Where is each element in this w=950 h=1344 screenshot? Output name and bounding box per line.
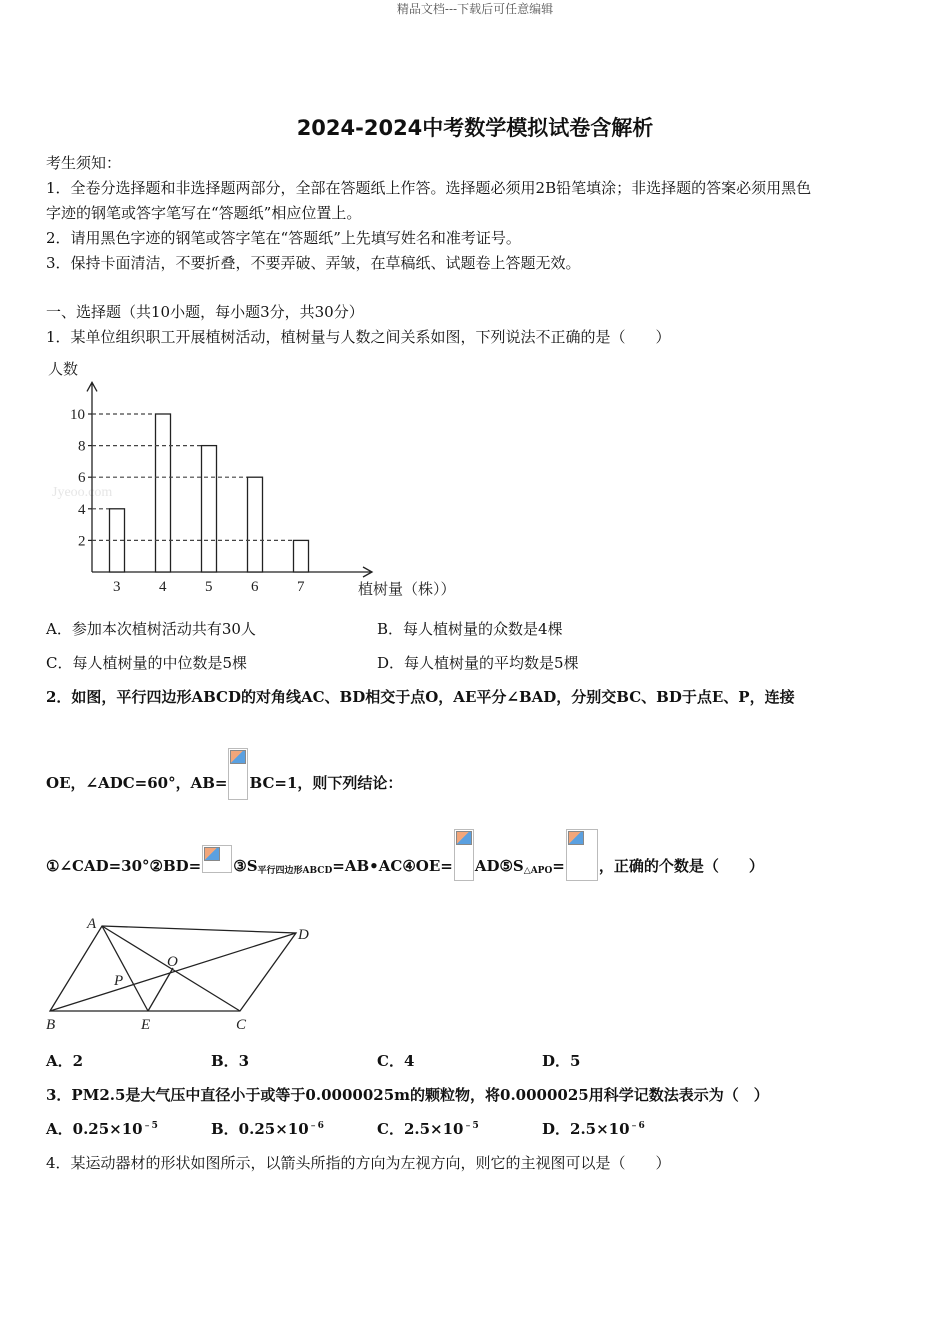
page-title: 2024-2024中考数学模拟试卷含解析 bbox=[296, 116, 654, 140]
label-b: B bbox=[46, 1017, 56, 1033]
label-d: D bbox=[298, 927, 309, 943]
q1-stem: 1．某单位组织职工开展植树活动，植树量与人数之间关系如图，下列说法不正确的是（ ） bbox=[46, 328, 671, 346]
section-heading: 一、选择题（共10小题，每小题3分，共30分） bbox=[46, 303, 364, 321]
q3-option-b-base: B．0.25×10 bbox=[211, 1120, 309, 1138]
bar-4 bbox=[156, 414, 171, 572]
y-tick-label: 10 bbox=[70, 407, 85, 423]
label-c: C bbox=[236, 1017, 247, 1033]
bar-5 bbox=[202, 446, 217, 572]
x-tick-label: 5 bbox=[205, 579, 213, 595]
diagonal-bd bbox=[50, 933, 296, 1011]
x-axis-label: 植树量（株）） bbox=[358, 582, 456, 598]
q2-line3-text-c: =AB•AC④OE= bbox=[332, 857, 453, 875]
q3-option-d-exp: ﹣6 bbox=[629, 1121, 645, 1131]
label-o: O bbox=[167, 954, 178, 970]
segment-oe bbox=[148, 968, 173, 1011]
q1-bar-chart bbox=[40, 356, 490, 606]
notice-item-2: 2．请用黑色字迹的钢笔或答字笔在“答题纸”上先填写姓名和准考证号。 bbox=[46, 229, 521, 247]
q1-option-a[interactable]: A．参加本次植树活动共有30人 bbox=[46, 620, 256, 638]
q3-option-d[interactable] bbox=[542, 1118, 645, 1139]
label-e: E bbox=[141, 1017, 151, 1033]
x-tick-label: 3 bbox=[113, 579, 121, 595]
notice-item-3: 3．保持卡面清洁，不要折叠，不要弄破、弄皱，在草稿纸、试题卷上答题无效。 bbox=[46, 254, 581, 272]
y-tick-label: 2 bbox=[78, 533, 86, 550]
q3-option-c-exp: ﹣5 bbox=[463, 1121, 479, 1131]
q3-option-a-exp: ﹣5 bbox=[142, 1121, 158, 1131]
q3-option-c-base: C．2.5×10 bbox=[377, 1120, 464, 1138]
q2-line3-text-b: ③S bbox=[233, 857, 258, 875]
q2-option-d[interactable]: D．5 bbox=[542, 1052, 581, 1070]
q4-stem: 4．某运动器材的形状如图所示，以箭头所指的方向为左视方向，则它的主视图可以是（ ） bbox=[46, 1154, 671, 1172]
q3-option-b-exp: ﹣6 bbox=[308, 1121, 324, 1131]
q1-option-b[interactable]: B．每人植树量的众数是4棵 bbox=[377, 620, 563, 638]
y-tick-label: 4 bbox=[78, 501, 86, 518]
y-tick-label: 8 bbox=[78, 438, 86, 455]
q2-line2-text-a: OE，∠ADC=60°，AB= bbox=[46, 774, 228, 792]
q2-subscript-apo: △APO bbox=[523, 866, 553, 876]
formula-image bbox=[228, 748, 248, 800]
bar-6 bbox=[248, 477, 263, 572]
q2-line2 bbox=[46, 743, 402, 798]
q1-option-d[interactable]: D．每人植树量的平均数是5棵 bbox=[377, 654, 579, 672]
q3-option-c[interactable] bbox=[377, 1118, 479, 1139]
q2-parallelogram-figure bbox=[40, 908, 330, 1038]
x-tick-label: 4 bbox=[159, 579, 167, 595]
formula-image bbox=[454, 829, 474, 881]
q2-line3-text-a: ①∠CAD=30°②BD= bbox=[46, 857, 202, 875]
bar-7 bbox=[294, 540, 309, 572]
q3-option-a-base: A．0.25×10 bbox=[46, 1120, 143, 1138]
q2-subscript-parallelogram: 平行四边形ABCD bbox=[257, 866, 333, 876]
notice-item-1-cont: 字迹的钢笔或答字笔写在“答题纸”相应位置上。 bbox=[46, 204, 362, 222]
notice-item-1: 1．全卷分选择题和非选择题两部分，全部在答题纸上作答。选择题必须用2B铅笔填涂；非选择题的答案必须用黑色 bbox=[46, 179, 812, 197]
chart-watermark: Jyeoo.com bbox=[52, 485, 113, 500]
q2-line3 bbox=[46, 828, 764, 884]
q2-line3-text-f: ，正确的个数是（ ） bbox=[598, 857, 764, 875]
q3-option-a[interactable] bbox=[46, 1118, 158, 1139]
q2-option-b[interactable]: B．3 bbox=[211, 1052, 250, 1070]
x-tick-label: 6 bbox=[251, 579, 259, 595]
q2-option-c[interactable]: C．4 bbox=[377, 1052, 415, 1070]
notice-heading: 考生须知： bbox=[46, 154, 122, 172]
label-p: P bbox=[114, 973, 124, 989]
q2-line3-text-d: AD⑤S bbox=[474, 857, 524, 875]
q3-option-b[interactable] bbox=[211, 1118, 324, 1139]
page-header: 精品文档---下载后可任意编辑 bbox=[396, 2, 554, 16]
formula-image bbox=[566, 829, 598, 881]
q1-option-c[interactable]: C．每人植树量的中位数是5棵 bbox=[46, 654, 248, 672]
y-axis-label: 人数 bbox=[48, 362, 79, 378]
q3-option-d-base: D．2.5×10 bbox=[542, 1120, 630, 1138]
q2-line3-text-e: = bbox=[552, 857, 565, 875]
segment-ae bbox=[102, 926, 148, 1011]
y-tick-label: 6 bbox=[78, 470, 86, 487]
q2-option-a[interactable]: A．2 bbox=[46, 1052, 84, 1070]
q2-stem: 2．如图，平行四边形ABCD的对角线AC、BD相交于点O，AE平分∠BAD，分别交BC、BD于点E、P，连接 bbox=[46, 688, 795, 706]
q3-stem: 3．PM2.5是大气压中直径小于或等于0.0000025m的颗粒物，将0.0000025用科学记数法表示为（ ） bbox=[46, 1086, 769, 1104]
formula-image bbox=[202, 845, 232, 873]
x-tick-label: 7 bbox=[297, 579, 305, 595]
q2-line2-text-b: BC=1，则下列结论： bbox=[249, 774, 403, 792]
label-a: A bbox=[87, 916, 97, 932]
